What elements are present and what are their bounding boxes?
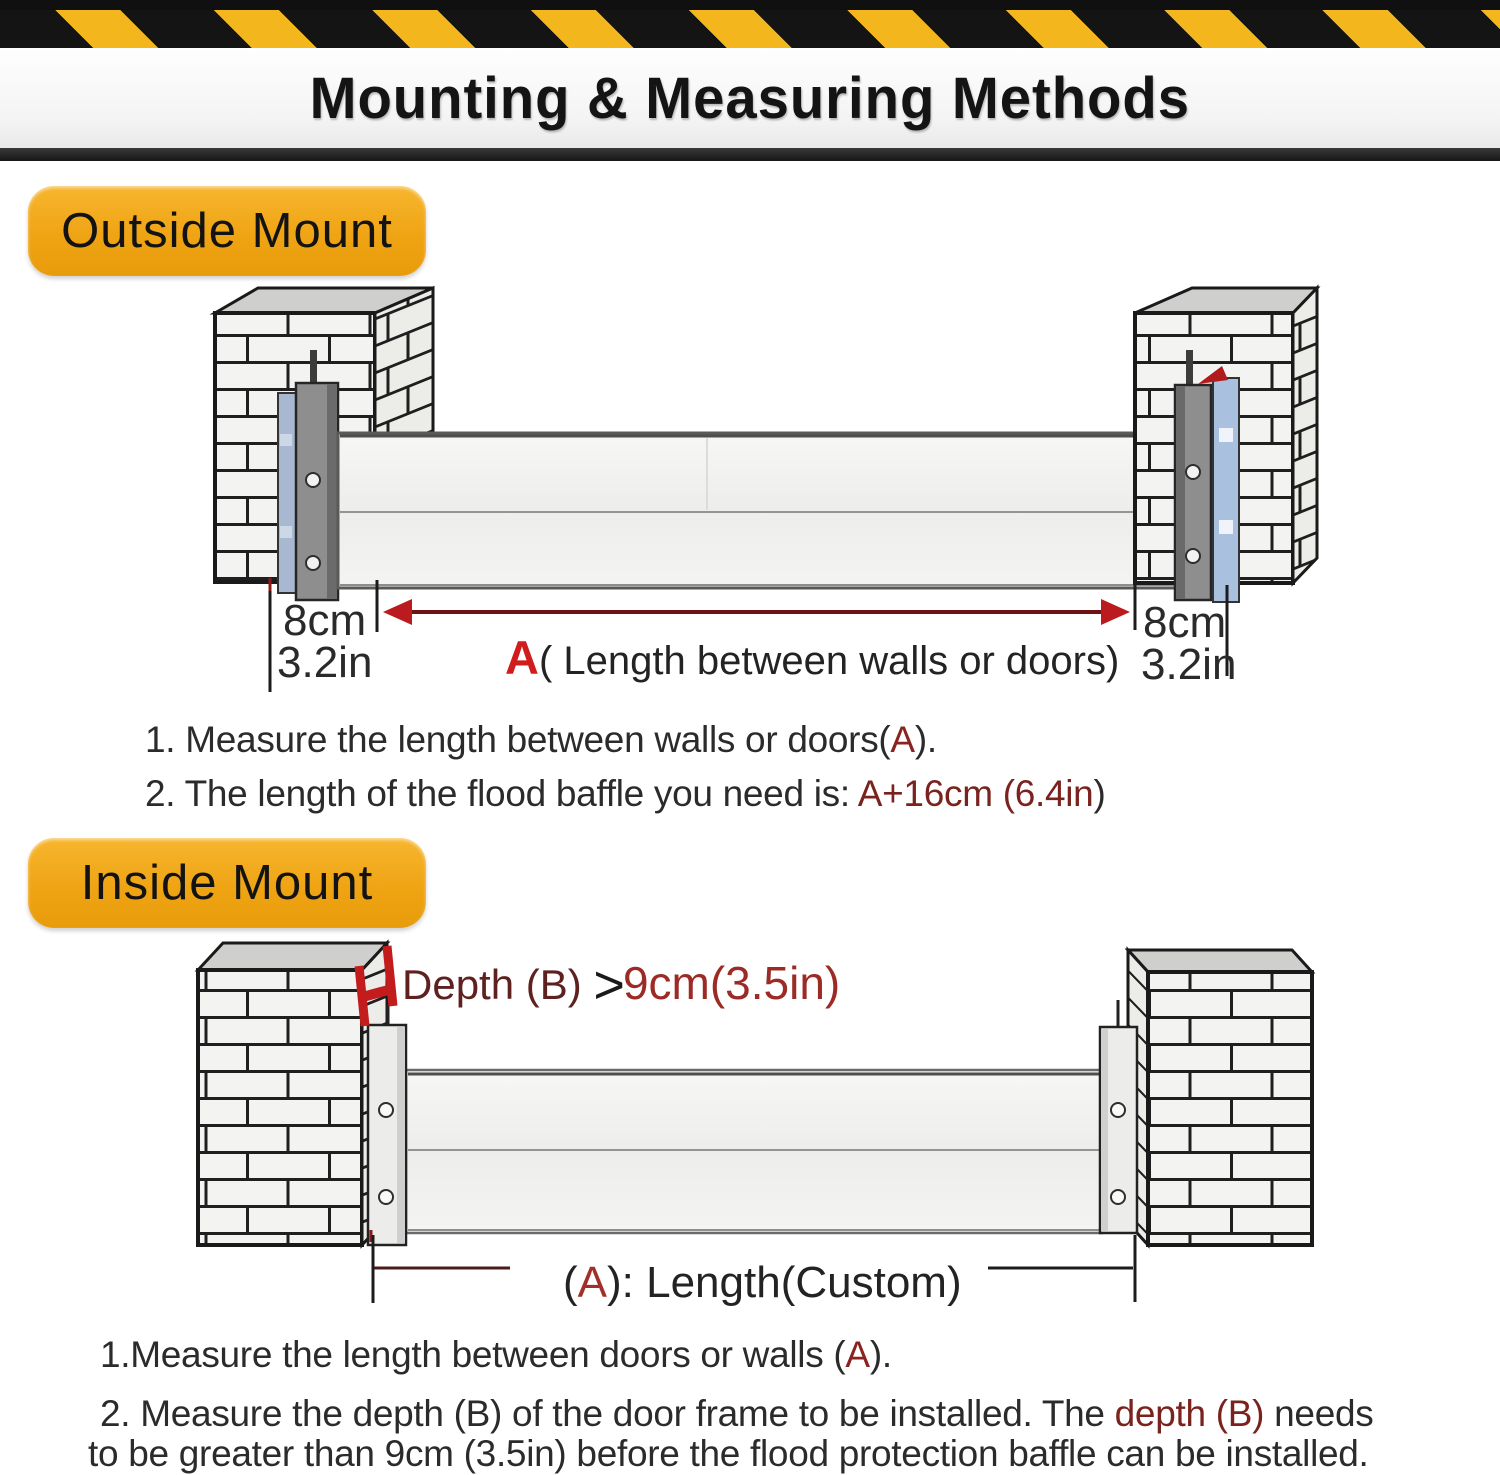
title-divider-bar [0, 148, 1500, 161]
outside-left-channel-bracket [296, 350, 338, 600]
top-black-bar [0, 0, 1500, 10]
inside-mount-badge [28, 838, 426, 928]
outside-right-dim-in: 3.2in [1141, 640, 1237, 689]
inside-right-pillar [1128, 950, 1312, 1245]
length-custom-label: (A): Length(Custom) [563, 1258, 962, 1307]
outside-step-1: 1. Measure the length between walls or doors(A). [145, 719, 937, 760]
outside-mount-badge-label: Outside Mount [61, 204, 393, 258]
outside-left-dim-cm: 8cm [283, 596, 367, 645]
inside-step-3: to be greater than 9cm (3.5in) before the flood protection baffle can be installed. [88, 1433, 1369, 1474]
inside-flood-barrier-panels [406, 1070, 1102, 1233]
outside-right-channel-bracket [1175, 350, 1211, 600]
outside-left-dim-in: 3.2in [277, 638, 373, 687]
inside-mount-badge-label: Inside Mount [80, 856, 374, 910]
outside-left-seal-strip [278, 393, 296, 593]
depth-b-label: Depth (B) >9cm(3.5in) [402, 955, 841, 1015]
inside-step-1: 1.Measure the length between doors or walls (A). [100, 1334, 892, 1375]
outside-mount-badge [28, 186, 426, 276]
page-title: Mounting & Measuring Methods [309, 65, 1191, 131]
outside-span-label-A: A [505, 631, 539, 684]
title-band [0, 48, 1500, 148]
inside-step-2: 2. Measure the depth (B) of the door frame to be installed. The depth (B) needs [100, 1393, 1374, 1434]
outside-step-2: 2. The length of the flood baffle you need is: A+16cm (6.4in) [145, 773, 1106, 814]
outside-right-dim-cm: 8cm [1143, 598, 1227, 647]
caution-tape-stripes [0, 10, 1500, 48]
inside-right-channel-bracket [1100, 1000, 1137, 1233]
outside-flood-barrier-panels [338, 433, 1185, 588]
inside-left-channel-bracket [368, 1005, 406, 1245]
outside-span-label: A( Length between walls or doors) [505, 631, 1120, 684]
